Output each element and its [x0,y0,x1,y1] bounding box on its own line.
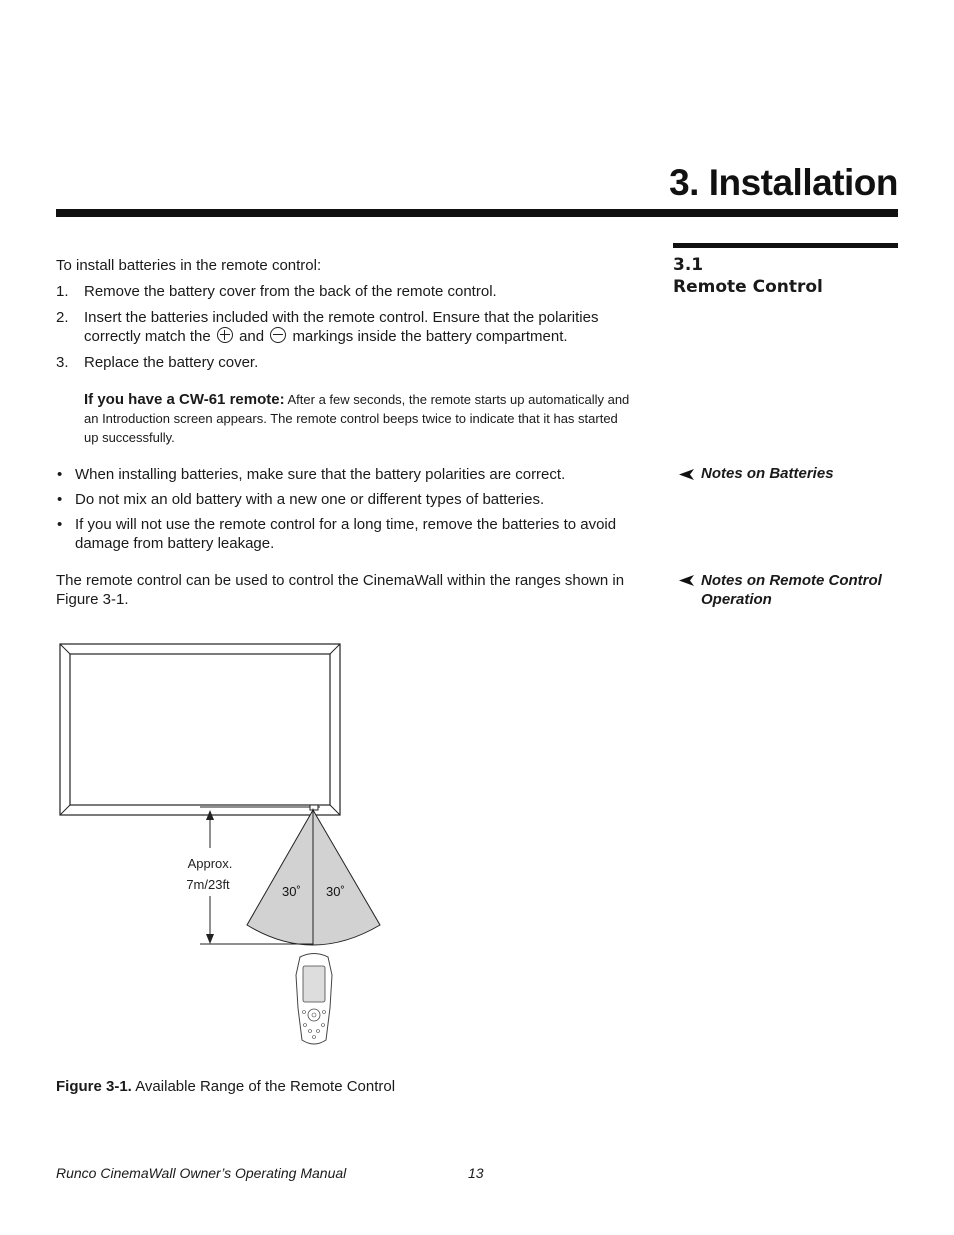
section-title: Remote Control [673,277,823,297]
bullet-text: damage from battery leakage. [75,535,275,552]
bullet-text: Do not mix an old battery with a new one or different types of batteries. [75,491,545,508]
step-number: 3. [56,354,69,371]
step-text: Remove the battery cover from the back of the remote control. [84,283,497,300]
step-text: Insert the batteries included with the remote control. Ensure that the polarities [84,309,599,326]
cw61-text: up successfully. [84,430,175,445]
step-number: 2. [56,309,69,326]
reception-cone [247,810,380,945]
side-note-batteries: Notes on Batteries [701,465,834,482]
bullet-text: If you will not use the remote control for a long time, remove the batteries to avoid [75,516,617,533]
approx-label: Approx. [187,856,233,871]
footer-page-number: 13 [468,1165,484,1181]
cw61-text: After a few seconds, the remote starts up automatically and [287,392,630,407]
range-text: The remote control can be used to control the CinemaWall within the ranges shown in Figure 3-1. [56,572,625,608]
step-text: Replace the battery cover. [84,354,259,371]
figure-caption: Figure 3-1. Available Range of the Remote Control [56,1078,396,1095]
display-panel [60,644,340,815]
step-text: markings inside the battery compartment. [292,328,568,345]
footer-manual-title: Runco CinemaWall Owner’s Operating Manual [56,1165,347,1181]
side-note-remote-operation: Notes on Remote Control Operation [701,571,882,609]
bullet-text: When installing batteries, make sure that the battery polarities are correct. [75,466,566,483]
chapter-title: 3. Installation [669,162,898,203]
step-text: and [239,328,265,345]
intro-text: To install batteries in the remote control: [56,257,322,274]
remote-control-icon [296,954,332,1045]
distance-label: 7m/23ft [186,877,230,892]
step-text: correctly match the [84,328,211,345]
bullet-icon: • [57,516,63,533]
bullet-icon: • [57,491,63,508]
cw61-text: an Introduction screen appears. The remote control beeps twice to indicate that it has started [84,411,618,426]
step-number: 1. [56,283,69,300]
bullet-icon: • [57,466,63,483]
section-number: 3.1 [673,255,704,275]
angle-left-label: 30˚ [282,884,301,899]
cw61-label: If you have a CW-61 remote: [84,391,285,408]
angle-right-label: 30˚ [326,884,345,899]
